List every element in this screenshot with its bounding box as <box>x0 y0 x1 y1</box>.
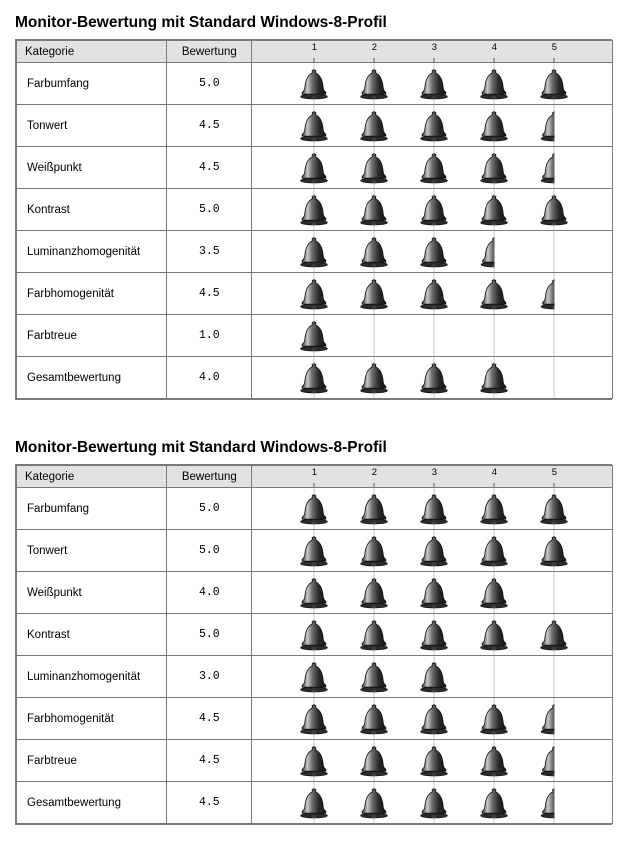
score-cell: 1.0 <box>167 315 252 357</box>
category-cell: Luminanzhomogenität <box>17 231 167 273</box>
score-bells-cell <box>252 357 613 399</box>
bell-icon <box>297 68 331 100</box>
score-bells-cell <box>252 189 613 231</box>
table-row <box>17 315 613 357</box>
score-bells-cell <box>252 572 613 614</box>
table-row <box>17 614 613 656</box>
bell-icon <box>417 577 451 609</box>
bell-icon <box>477 787 511 819</box>
category-cell: Farbtreue <box>17 315 167 357</box>
category-cell: Gesamtbewertung <box>17 357 167 399</box>
bell-icon <box>357 362 391 394</box>
score-cell: 5.0 <box>167 614 252 656</box>
category-cell: Farbumfang <box>17 63 167 105</box>
bell-icon <box>537 619 571 651</box>
bell-icon <box>477 577 511 609</box>
column-header-scale <box>252 466 613 488</box>
category-cell: Farbumfang <box>17 488 167 530</box>
bell-icon <box>417 110 451 142</box>
scale-tick-3 <box>434 483 435 487</box>
rating-panel <box>0 0 625 400</box>
bell-icon <box>477 745 511 777</box>
column-header-score: Bewertung <box>167 41 252 63</box>
scale-tick-4 <box>494 58 495 62</box>
table-row <box>17 189 613 231</box>
bell-icon <box>477 362 511 394</box>
score-bells-cell <box>252 105 613 147</box>
category-cell: Farbhomogenität <box>17 698 167 740</box>
bell-icon <box>417 194 451 226</box>
score-cell: 5.0 <box>167 63 252 105</box>
bell-rating <box>252 530 612 571</box>
table-row <box>17 231 613 273</box>
half-bell-icon <box>537 787 554 819</box>
score-bells-cell <box>252 488 613 530</box>
bell-icon <box>297 194 331 226</box>
table-row <box>17 357 613 399</box>
scale-tick-2 <box>374 483 375 487</box>
score-cell: 5.0 <box>167 530 252 572</box>
table-row <box>17 273 613 315</box>
table-header-row <box>17 466 613 488</box>
score-bells-cell <box>252 231 613 273</box>
bell-icon <box>477 535 511 567</box>
bell-icon <box>297 787 331 819</box>
table-body <box>17 63 613 399</box>
rating-table <box>16 40 613 399</box>
bell-icon <box>477 703 511 735</box>
score-cell: 4.0 <box>167 357 252 399</box>
category-cell: Kontrast <box>17 189 167 231</box>
bell-rating <box>252 231 612 272</box>
category-cell: Tonwert <box>17 530 167 572</box>
half-bell-icon <box>537 152 554 184</box>
table-row <box>17 782 613 824</box>
page-title: Monitor-Bewertung mit Standard Windows-8-Profil <box>15 439 387 456</box>
rating-table-container <box>15 39 612 400</box>
bell-icon <box>417 278 451 310</box>
bell-icon <box>417 745 451 777</box>
half-bell-icon <box>537 110 554 142</box>
bell-icon <box>477 68 511 100</box>
scale-label-4: 4 <box>491 467 498 478</box>
category-cell: Farbtreue <box>17 740 167 782</box>
bell-icon <box>537 493 571 525</box>
score-cell: 3.0 <box>167 656 252 698</box>
bell-rating <box>252 189 612 230</box>
scale-tick-5 <box>554 58 555 62</box>
bell-icon <box>297 619 331 651</box>
half-bell-icon <box>537 745 554 777</box>
table-header-row <box>17 41 613 63</box>
category-cell: Tonwert <box>17 105 167 147</box>
bell-icon <box>537 535 571 567</box>
category-cell: Kontrast <box>17 614 167 656</box>
column-header-category: Kategorie <box>17 466 167 488</box>
bell-icon <box>477 493 511 525</box>
bell-icon <box>297 278 331 310</box>
bell-rating <box>252 782 612 823</box>
score-cell: 4.5 <box>167 273 252 315</box>
scale-tick-2 <box>374 58 375 62</box>
score-bells-cell <box>252 698 613 740</box>
bell-icon <box>297 493 331 525</box>
score-cell: 5.0 <box>167 189 252 231</box>
bell-icon <box>417 661 451 693</box>
half-bell-icon <box>537 278 554 310</box>
bell-rating <box>252 315 612 356</box>
bell-icon <box>417 362 451 394</box>
half-bell-icon <box>477 236 494 268</box>
table-row <box>17 698 613 740</box>
scale-label-1: 1 <box>311 467 318 478</box>
column-header-scale <box>252 41 613 63</box>
bell-icon <box>357 278 391 310</box>
bell-icon <box>477 152 511 184</box>
scale-tick-3 <box>434 58 435 62</box>
score-cell: 4.5 <box>167 782 252 824</box>
score-bells-cell <box>252 656 613 698</box>
score-cell: 4.0 <box>167 572 252 614</box>
table-row <box>17 656 613 698</box>
table-row <box>17 105 613 147</box>
bell-rating <box>252 488 612 529</box>
score-bells-cell <box>252 614 613 656</box>
scale-label-5: 5 <box>551 467 558 478</box>
bell-icon <box>417 535 451 567</box>
bell-icon <box>417 68 451 100</box>
bell-icon <box>297 152 331 184</box>
scale-label-3: 3 <box>431 467 438 478</box>
scale-ruler <box>252 41 612 62</box>
bell-rating <box>252 572 612 613</box>
bell-rating <box>252 614 612 655</box>
score-cell: 3.5 <box>167 231 252 273</box>
bell-icon <box>357 194 391 226</box>
table-row <box>17 63 613 105</box>
bell-icon <box>417 493 451 525</box>
bell-icon <box>297 745 331 777</box>
score-cell: 4.5 <box>167 740 252 782</box>
bell-icon <box>357 493 391 525</box>
score-cell: 5.0 <box>167 488 252 530</box>
category-cell: Gesamtbewertung <box>17 782 167 824</box>
scale-tick-1 <box>314 58 315 62</box>
bell-icon <box>357 68 391 100</box>
bell-icon <box>297 236 331 268</box>
bell-icon <box>537 194 571 226</box>
table-row <box>17 740 613 782</box>
column-header-score: Bewertung <box>167 466 252 488</box>
bell-icon <box>357 577 391 609</box>
bell-icon <box>357 535 391 567</box>
bell-rating <box>252 698 612 739</box>
score-bells-cell <box>252 315 613 357</box>
bell-icon <box>357 152 391 184</box>
bell-icon <box>297 362 331 394</box>
scale-label-5: 5 <box>551 42 558 53</box>
scale-label-2: 2 <box>371 42 378 53</box>
category-cell: Luminanzhomogenität <box>17 656 167 698</box>
bell-rating <box>252 147 612 188</box>
table-row <box>17 530 613 572</box>
bell-icon <box>357 661 391 693</box>
bell-icon <box>297 577 331 609</box>
scale-label-2: 2 <box>371 467 378 478</box>
scale-label-3: 3 <box>431 42 438 53</box>
bell-icon <box>357 703 391 735</box>
score-bells-cell <box>252 147 613 189</box>
column-header-category: Kategorie <box>17 41 167 63</box>
table-body <box>17 488 613 824</box>
table-row <box>17 572 613 614</box>
rating-table-container <box>15 464 612 825</box>
bell-icon <box>417 703 451 735</box>
scale-label-1: 1 <box>311 42 318 53</box>
bell-rating <box>252 105 612 146</box>
bell-icon <box>357 236 391 268</box>
half-bell-icon <box>537 703 554 735</box>
bell-icon <box>417 152 451 184</box>
bell-icon <box>417 787 451 819</box>
score-bells-cell <box>252 782 613 824</box>
bell-icon <box>297 661 331 693</box>
bell-icon <box>417 236 451 268</box>
scale-tick-5 <box>554 483 555 487</box>
bell-icon <box>357 745 391 777</box>
table-row <box>17 147 613 189</box>
bell-icon <box>357 787 391 819</box>
scale-tick-4 <box>494 483 495 487</box>
bell-rating <box>252 656 612 697</box>
category-cell: Weißpunkt <box>17 147 167 189</box>
score-bells-cell <box>252 530 613 572</box>
bell-icon <box>297 110 331 142</box>
bell-icon <box>357 619 391 651</box>
bell-icon <box>537 68 571 100</box>
bell-rating <box>252 63 612 104</box>
bell-icon <box>477 278 511 310</box>
bell-icon <box>417 619 451 651</box>
bell-icon <box>477 110 511 142</box>
bell-icon <box>477 194 511 226</box>
rating-panel <box>0 425 625 825</box>
bell-icon <box>297 320 331 352</box>
bell-icon <box>297 703 331 735</box>
category-cell: Farbhomogenität <box>17 273 167 315</box>
score-cell: 4.5 <box>167 698 252 740</box>
bell-icon <box>477 619 511 651</box>
score-bells-cell <box>252 63 613 105</box>
score-cell: 4.5 <box>167 105 252 147</box>
bell-icon <box>357 110 391 142</box>
table-row <box>17 488 613 530</box>
category-cell: Weißpunkt <box>17 572 167 614</box>
scale-ruler <box>252 466 612 487</box>
bell-rating <box>252 273 612 314</box>
score-cell: 4.5 <box>167 147 252 189</box>
bell-rating <box>252 357 612 398</box>
page-title: Monitor-Bewertung mit Standard Windows-8-Profil <box>15 14 387 31</box>
rating-table <box>16 465 613 824</box>
bell-rating <box>252 740 612 781</box>
scale-label-4: 4 <box>491 42 498 53</box>
scale-tick-1 <box>314 483 315 487</box>
score-bells-cell <box>252 740 613 782</box>
bell-icon <box>297 535 331 567</box>
score-bells-cell <box>252 273 613 315</box>
